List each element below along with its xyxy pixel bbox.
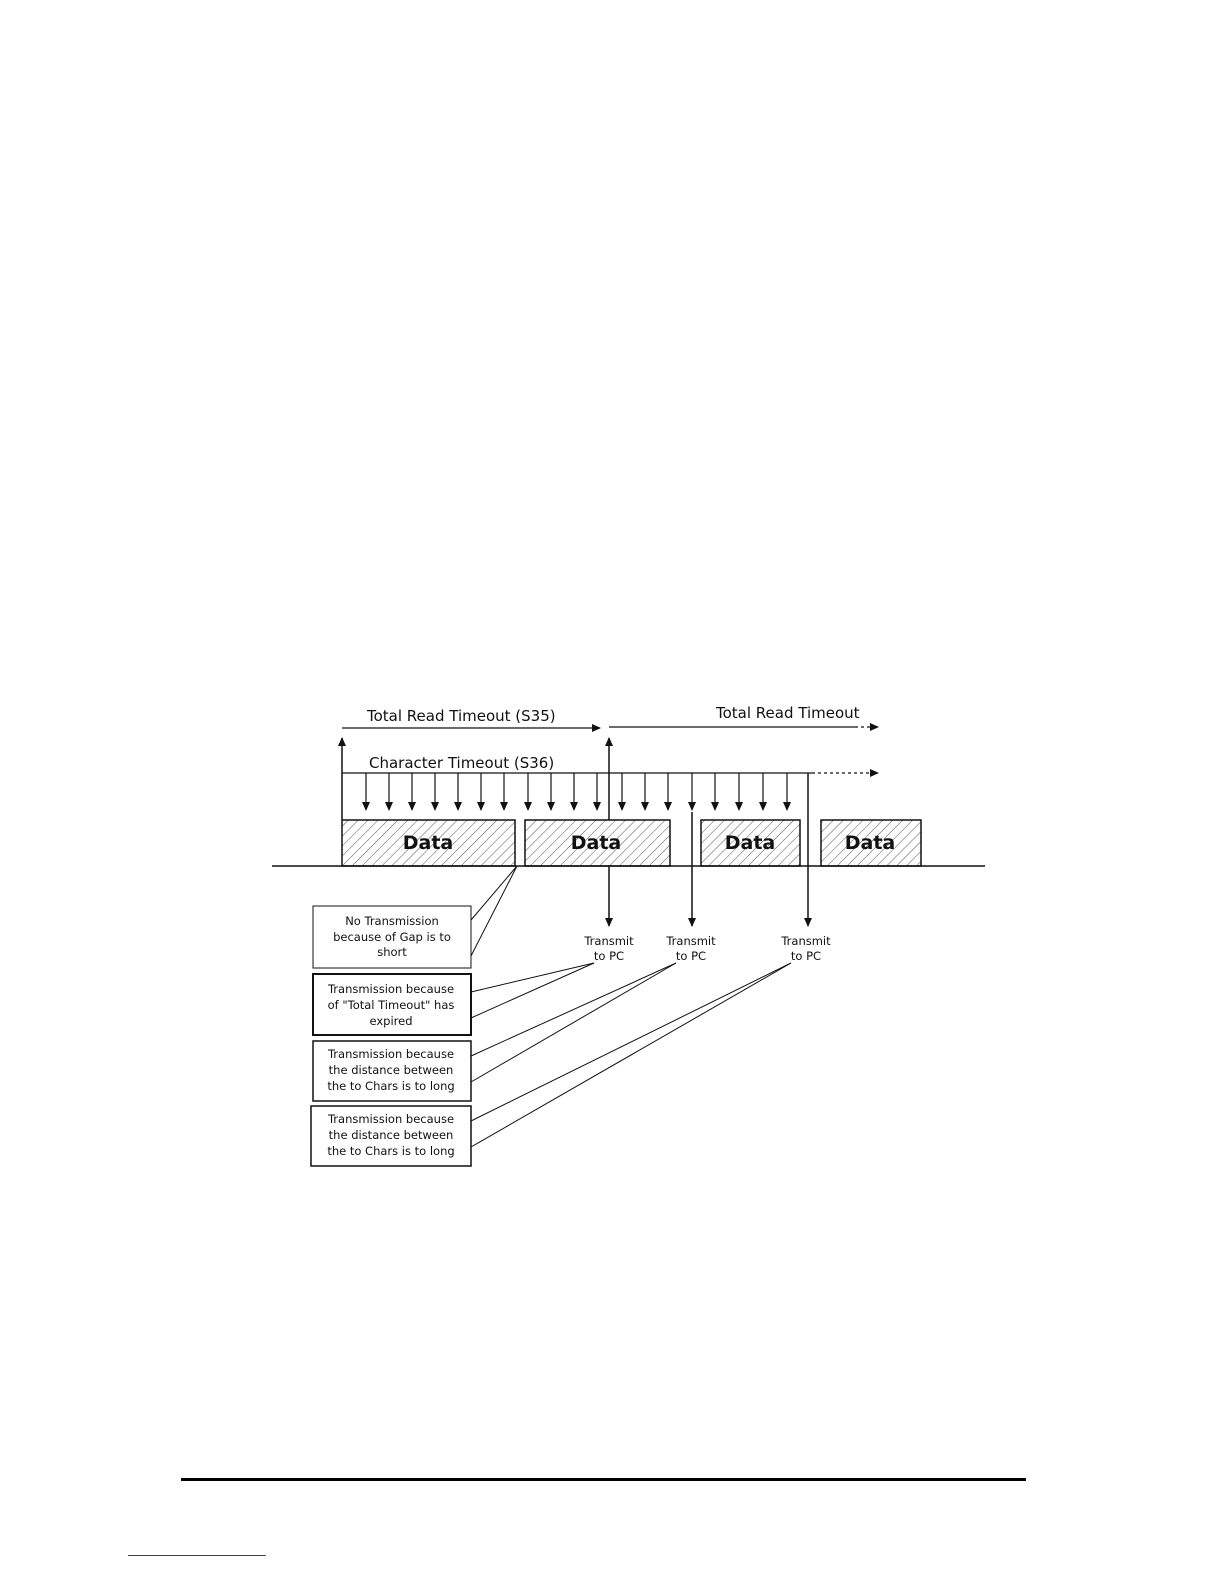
data-block-label: Data xyxy=(570,832,622,854)
data-block-label: Data xyxy=(724,832,776,854)
callout-char-distance-2 xyxy=(311,1106,471,1166)
data-block xyxy=(701,820,800,866)
callout-line: of "Total Timeout" has xyxy=(327,998,455,1012)
character-timeout-line xyxy=(342,754,878,773)
data-block xyxy=(342,820,515,866)
callout-no-transmission xyxy=(313,906,471,968)
character-tick-arrows xyxy=(366,773,787,810)
callout-line: short xyxy=(377,945,407,959)
character-timeout-label: Character Timeout (S36) xyxy=(369,754,555,772)
callout-char-distance xyxy=(313,1041,471,1101)
transmit-arrow xyxy=(780,773,831,963)
callout-line: the distance between xyxy=(328,1063,454,1077)
callout-line: Transmission because xyxy=(327,1047,455,1061)
callout-line: Transmission because xyxy=(327,982,455,996)
data-block xyxy=(525,820,670,866)
callout-line: because of Gap is to xyxy=(333,930,451,944)
footer-rule xyxy=(181,1478,1026,1481)
callout-line: the to Chars is to long xyxy=(327,1079,455,1093)
transmit-label: Transmit xyxy=(781,934,831,948)
data-block-label: Data xyxy=(402,832,454,854)
data-block-label: Data xyxy=(844,832,896,854)
transmit-arrow xyxy=(583,866,634,963)
total-read-timeout-arrow-2 xyxy=(609,704,878,820)
total-read-timeout-label: Total Read Timeout (S35) xyxy=(367,707,556,725)
callout-total-timeout xyxy=(313,974,471,1035)
total-read-timeout-label-2: Total Read Timeout xyxy=(716,704,860,722)
callout-line: the distance between xyxy=(328,1128,454,1142)
callout-line: No Transmission xyxy=(345,914,439,928)
callout-pointers xyxy=(471,866,791,1147)
callout-line: Transmission because xyxy=(327,1112,455,1126)
transmit-label: Transmit xyxy=(584,934,634,948)
transmit-label: to PC xyxy=(593,949,625,963)
callout-line: expired xyxy=(369,1014,413,1028)
data-block xyxy=(821,820,921,866)
transmit-label: to PC xyxy=(675,949,707,963)
footer-link-underline xyxy=(128,1555,266,1556)
transmit-label: Transmit xyxy=(666,934,716,948)
callout-line: the to Chars is to long xyxy=(327,1144,455,1158)
transmit-label: to PC xyxy=(790,949,822,963)
